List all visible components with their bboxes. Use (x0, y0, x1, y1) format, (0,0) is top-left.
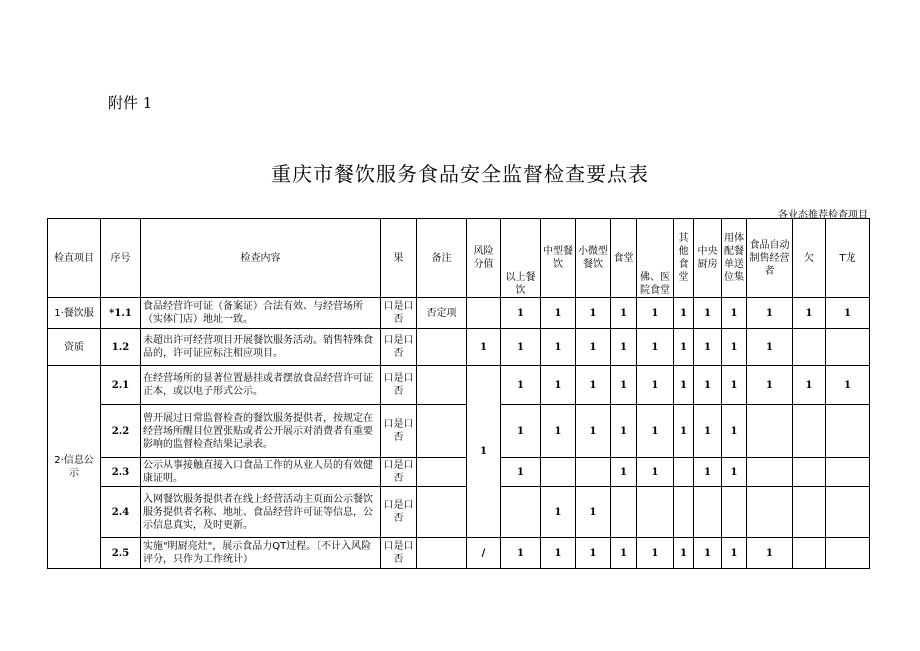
mark-cell: 1 (694, 298, 722, 329)
mark-cell: 1 (674, 366, 694, 405)
yes-no-cell: 口是口否 (381, 366, 417, 405)
mark-cell: 1 (722, 458, 747, 487)
mark-cell: 1 (694, 458, 722, 487)
mark-cell: 1 (722, 298, 747, 329)
mark-cell: 1 (674, 538, 694, 569)
table-row (48, 366, 870, 405)
header-row (48, 219, 870, 298)
content-cell: 入网餐饮服务提供者在线上经营活动主页面公示餐饮服务提供者名称、地址、食品经营许可证等信息，公示信息真实，及时更新。 (141, 487, 381, 538)
mark-cell: 1 (501, 329, 541, 366)
table-row (48, 298, 870, 329)
mark-cell: 1 (793, 298, 826, 329)
mark-cell: 1 (611, 298, 637, 329)
table-row (48, 458, 870, 487)
mark-cell: 1 (826, 366, 870, 405)
note-cell (417, 458, 467, 487)
mark-cell (541, 458, 576, 487)
mark-cell: 1 (722, 538, 747, 569)
mark-cell: 1 (576, 405, 611, 458)
content-cell: 未超出许可经营项目开展餐饮服务活动。销售特殊食品的，许可证应标注相应项目。 (141, 329, 381, 366)
mark-cell: 1 (541, 366, 576, 405)
mark-cell: 1 (501, 405, 541, 458)
mark-cell: 1 (637, 458, 674, 487)
mark-cell: 1 (722, 366, 747, 405)
mark-cell: 1 (576, 538, 611, 569)
page-title: 重庆市餐饮服务食品安全监督检查要点表 (271, 162, 649, 186)
mark-cell: 1 (826, 298, 870, 329)
mark-cell: 1 (694, 329, 722, 366)
col-header: 中央厨房 (694, 219, 722, 298)
inspection-table (47, 218, 870, 569)
mark-cell: 1 (611, 405, 637, 458)
mark-cell: 1 (694, 366, 722, 405)
seq-cell: 2.5 (101, 538, 141, 569)
mark-cell (747, 487, 793, 538)
col-header: 用体配餐单送位集 (722, 219, 747, 298)
mark-cell: 1 (674, 298, 694, 329)
mark-cell (674, 458, 694, 487)
risk-cell (467, 298, 501, 329)
content-cell: 实施"明厨亮灶"，展示食品力QT过程。〔不计入风险评分，只作为工作统计） (141, 538, 381, 569)
mark-cell (747, 458, 793, 487)
yes-no-cell: 口是口否 (381, 405, 417, 458)
col-header: 佛、医院食堂 (637, 219, 674, 298)
mark-cell (826, 538, 870, 569)
col-header: 果 (381, 219, 417, 298)
mark-cell (793, 487, 826, 538)
mark-cell: 1 (611, 366, 637, 405)
note-cell (417, 329, 467, 366)
content-cell: 在经营场所的显著位置悬挂或者摆放食品经营许可证正本，或以电子形式公示。 (141, 366, 381, 405)
col-header: 中型餐饮 (541, 219, 576, 298)
mark-cell: 1 (793, 366, 826, 405)
mark-cell (793, 538, 826, 569)
mark-cell (747, 405, 793, 458)
note-cell (417, 487, 467, 538)
mark-cell: 1 (541, 538, 576, 569)
seq-cell: 1.2 (101, 329, 141, 366)
mark-cell: 1 (541, 298, 576, 329)
mark-cell (694, 487, 722, 538)
mark-cell: 1 (674, 329, 694, 366)
col-header: T龙 (826, 219, 870, 298)
mark-cell: 1 (576, 298, 611, 329)
yes-no-cell: 口是口否 (381, 329, 417, 366)
col-header: 小微型餐饮 (576, 219, 611, 298)
col-header: 食品自动制售经营者 (747, 219, 793, 298)
mark-cell (826, 458, 870, 487)
table-row (48, 538, 870, 569)
mark-cell: 1 (576, 366, 611, 405)
col-header: 检查内容 (141, 219, 381, 298)
yes-no-cell: 口是口否 (381, 298, 417, 329)
mark-cell: 1 (747, 538, 793, 569)
mark-cell (793, 458, 826, 487)
mark-cell: 1 (637, 366, 674, 405)
mark-cell: 1 (611, 538, 637, 569)
mark-cell: 1 (747, 298, 793, 329)
mark-cell (826, 487, 870, 538)
table-row (48, 329, 870, 366)
table-row (48, 487, 870, 538)
mark-cell (793, 329, 826, 366)
mark-cell (576, 458, 611, 487)
col-header: 其他食堂 (674, 219, 694, 298)
mark-cell (501, 487, 541, 538)
col-header: 检直项目 (48, 219, 101, 298)
mark-cell: 1 (674, 405, 694, 458)
risk-cell: 1 (467, 329, 501, 366)
mark-cell: 1 (501, 538, 541, 569)
mark-cell: 1 (541, 329, 576, 366)
col-header: 欠 (793, 219, 826, 298)
mark-cell: 1 (694, 405, 722, 458)
mark-cell (793, 405, 826, 458)
note-cell (417, 405, 467, 458)
mark-cell (611, 487, 637, 538)
mark-cell: 1 (541, 487, 576, 538)
mark-cell: 1 (576, 329, 611, 366)
mark-cell: 1 (722, 405, 747, 458)
mark-cell: 1 (747, 329, 793, 366)
mark-cell: 1 (747, 366, 793, 405)
mark-cell: 1 (722, 329, 747, 366)
mark-cell: 1 (637, 298, 674, 329)
table-row (48, 405, 870, 458)
mark-cell (826, 329, 870, 366)
note-cell: 否定项 (417, 298, 467, 329)
col-header: 备注 (417, 219, 467, 298)
col-header: 序号 (101, 219, 141, 298)
mark-cell: 1 (501, 458, 541, 487)
category-cell: 2·信息公示 (48, 366, 101, 569)
risk-cell: 1 (467, 366, 501, 538)
category-cell: 1·餐饮服 (48, 298, 101, 329)
col-header: 以上餐饮 (501, 219, 541, 298)
mark-cell: 1 (637, 329, 674, 366)
mark-cell: 1 (611, 458, 637, 487)
note-cell (417, 538, 467, 569)
category-cell: 资质 (48, 329, 101, 366)
seq-cell: *1.1 (101, 298, 141, 329)
mark-cell (722, 487, 747, 538)
mark-cell: 1 (501, 298, 541, 329)
content-cell: 食品经营许可证（备案证）合法有效、与经营场所（实体门店）地址一致。 (141, 298, 381, 329)
yes-no-cell: 口是口否 (381, 487, 417, 538)
content-cell: 公示从事接触直接入口食品工作的从业人员的有效健康证明。 (141, 458, 381, 487)
mark-cell: 1 (611, 329, 637, 366)
seq-cell: 2.2 (101, 405, 141, 458)
mark-cell: 1 (501, 366, 541, 405)
seq-cell: 2.3 (101, 458, 141, 487)
mark-cell (637, 487, 674, 538)
seq-cell: 2.1 (101, 366, 141, 405)
note-cell (417, 366, 467, 405)
content-cell: 曾开展过日常监督检查的餐饮服务提供者，按规定在经营场所醒目位置张贴或者公开展示对消费者有重要影响的监督检查结果记录表。 (141, 405, 381, 458)
yes-no-cell: 口是口否 (381, 538, 417, 569)
mark-cell: 1 (576, 487, 611, 538)
mark-cell (826, 405, 870, 458)
risk-cell: / (467, 538, 501, 569)
mark-cell: 1 (541, 405, 576, 458)
attachment-label: 附件 1 (108, 94, 153, 112)
col-header: 食堂 (611, 219, 637, 298)
seq-cell: 2.4 (101, 487, 141, 538)
mark-cell: 1 (637, 538, 674, 569)
yes-no-cell: 口是口否 (381, 458, 417, 487)
mark-cell (674, 487, 694, 538)
mark-cell: 1 (694, 538, 722, 569)
mark-cell: 1 (637, 405, 674, 458)
table-caption: 各业态推荐检查项目 (778, 210, 868, 221)
col-header: 风险分值 (467, 219, 501, 298)
